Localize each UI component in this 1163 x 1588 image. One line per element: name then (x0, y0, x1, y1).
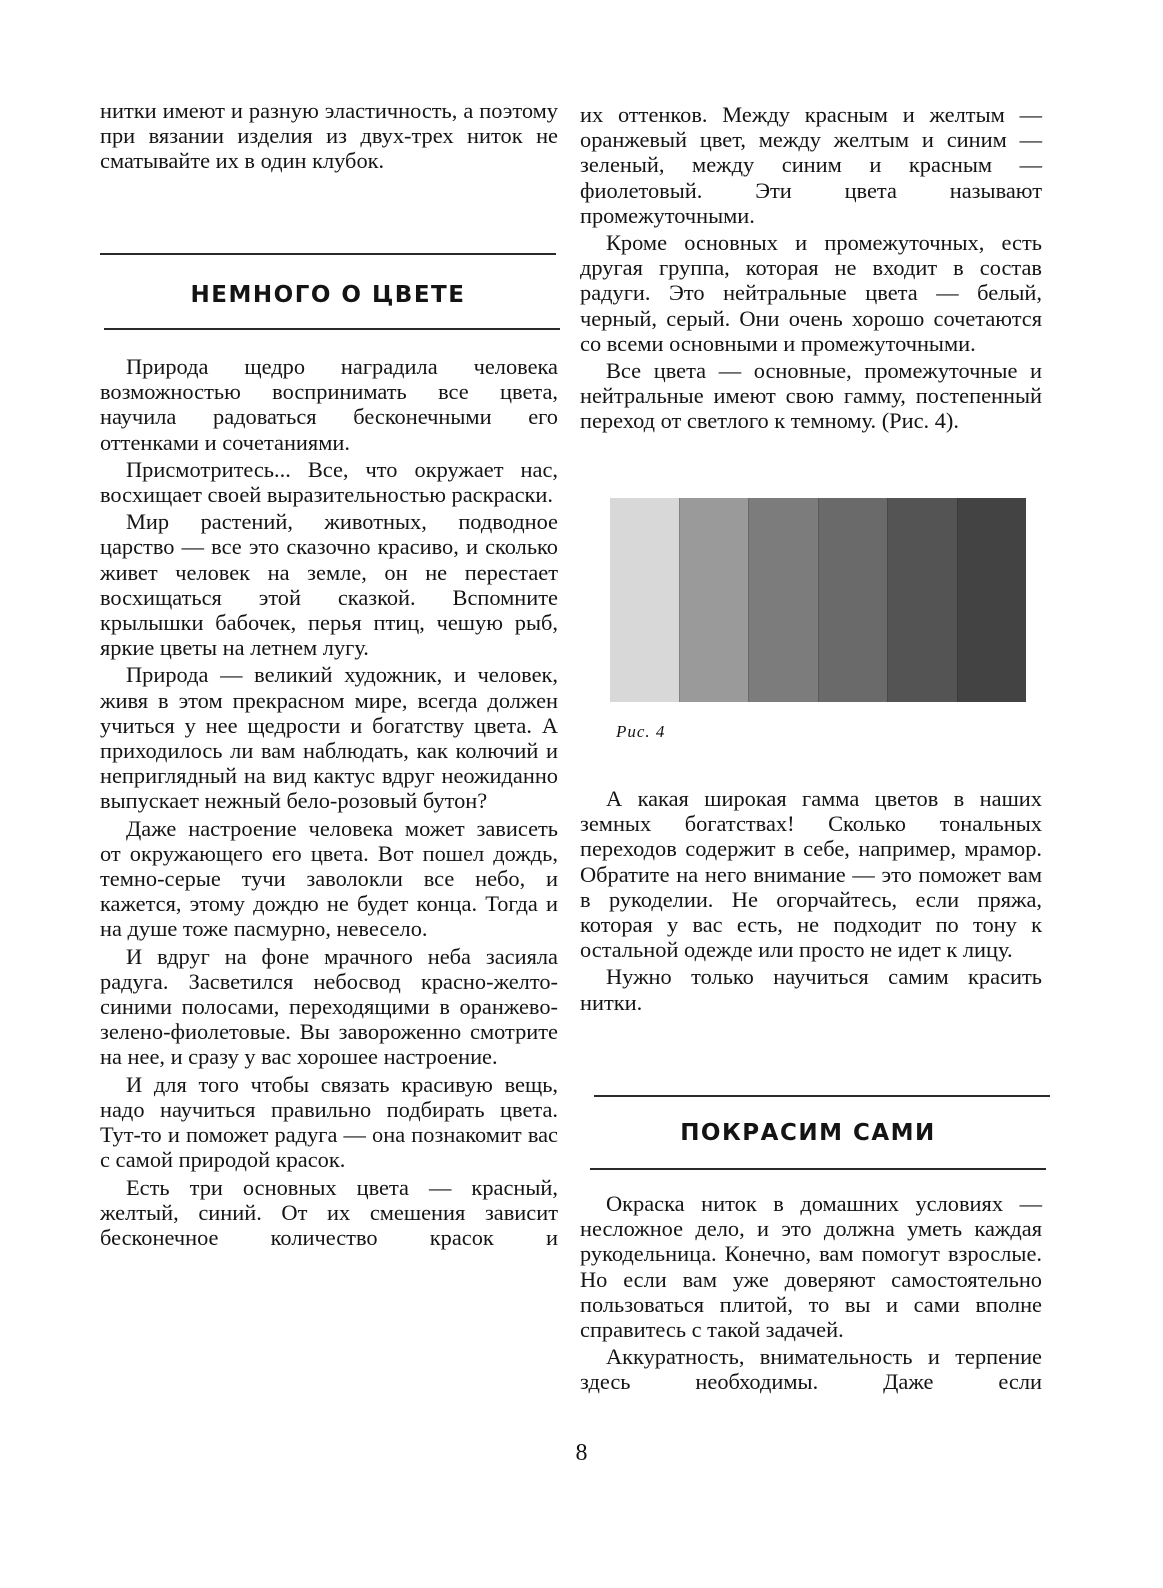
left-column-body (100, 354, 558, 1250)
gradient-stripe (887, 498, 957, 702)
gradient-stripe (957, 498, 1027, 702)
figure-caption: Рис. 4 (616, 722, 666, 741)
paragraph: Нужно только научиться самим красить нитки. (580, 964, 1042, 1015)
continuation-paragraph: нитки имеют и разную эластичность, а поэтому при вязании изделия из двух-трех ниток не сматывайте их в один клубок. (100, 98, 558, 174)
page-number: 8 (575, 1440, 588, 1466)
section-rule-top-right (594, 1095, 1050, 1097)
section-heading-dyeing: ПОКРАСИМ САМИ (680, 1120, 936, 1146)
paragraph: Аккуратность, внимательность и терпение здесь необходимы. Даже если (580, 1344, 1042, 1395)
paragraph: Кроме основных и промежуточных, есть другая группа, которая не входит в состав радуги. Это нейтральные цвета — белый, черный, серый. Они очень хорошо сочетаются со всеми основными и промежуточными. (580, 230, 1042, 356)
section-heading-color: НЕМНОГО О ЦВЕТЕ (190, 282, 466, 308)
section-rule-top-left (100, 253, 556, 255)
paragraph: И вдруг на фоне мрачного неба засияла радуга. Засветился небосвод красно-желто-синими полосами, переходящими в оранжево-зелено-фиолетовые. Вы завороженно смотрите на нее, и сразу у вас хорошее настроение. (100, 943, 558, 1070)
figure-color-gradient (610, 498, 1026, 702)
paragraph: А какая широкая гамма цветов в наших земных богатствах! Сколько тональных переходов содержит в себе, например, мрамор. Обратите на него внимание — это поможет вам в рукоделии. Не огорчайтесь, если пряжа, которая у вас есть, не подходит по тону к остальной одежде или просто не идет к лицу. (580, 786, 1042, 963)
paragraph: Окраска ниток в домашних условиях — несложное дело, и это должна уметь каждая рукодельница. Конечно, вам помогут взрослые. Но если вам уже доверяют самостоятельно пользоваться плитой, то вы и сами вполне справитесь с такой задачей. (580, 1191, 1042, 1343)
paragraph: Присмотритесь... Все, что окружает нас, восхищает своей выразительностью раскраски. (100, 456, 558, 508)
section-rule-bottom-left (104, 328, 560, 330)
paragraph: Даже настроение человека может зависеть от окружающего его цвета. Вот пошел дождь, темно-серые тучи заволокли все небо, и кажется, этому дождю не будет конца. Тогда и на душе тоже пасмурно, невесело. (100, 815, 558, 942)
paragraph: И для того чтобы связать красивую вещь, надо научиться правильно подбирать цвета. Тут-то и поможет радуга — она познакомит вас с самой природой красок. (100, 1071, 558, 1173)
paragraph: Природа щедро наградила человека возможностью воспринимать все цвета, научила радоваться бесконечными его оттенками и сочетаниями. (100, 354, 558, 455)
gradient-stripe (610, 498, 679, 702)
gradient-stripe (679, 498, 749, 702)
gradient-stripe (748, 498, 818, 702)
right-column-middle (580, 786, 1042, 1015)
paragraph: их оттенков. Между красным и желтым — оранжевый цвет, между желтым и синим — зеленый, между синим и красным — фиолетовый. Эти цвета называют промежуточными. (580, 102, 1042, 228)
paragraph: Природа — великий художник, и человек, живя в этом прекрасном мире, всегда должен учиться у нее щедрости и богатству цвета. А приходилось ли вам наблюдать, как колючий и неприглядный на вид кактус вдруг неожиданно выпускает нежный бело-розовый бутон? (100, 662, 558, 814)
left-column-continuation (100, 98, 558, 174)
gradient-stripe (818, 498, 888, 702)
paragraph: Все цвета — основные, промежуточные и нейтральные имеют свою гамму, постепенный переход от светлого к темному. (Рис. 4). (580, 358, 1042, 434)
paragraph: Мир растений, животных, подводное царство — все это сказочно красиво, и сколько живет человек на земле, он не перестает восхищаться этой сказкой. Вспомните крылышки бабочек, перья птиц, чешую рыб, яркие цветы на летнем лугу. (100, 509, 558, 661)
paragraph: Есть три основных цвета — красный, желтый, синий. От их смешения зависит бесконечное количество красок и (100, 1174, 558, 1250)
section-rule-bottom-right (590, 1168, 1046, 1170)
right-column-bottom (580, 1191, 1042, 1395)
right-column-top (580, 102, 1042, 434)
